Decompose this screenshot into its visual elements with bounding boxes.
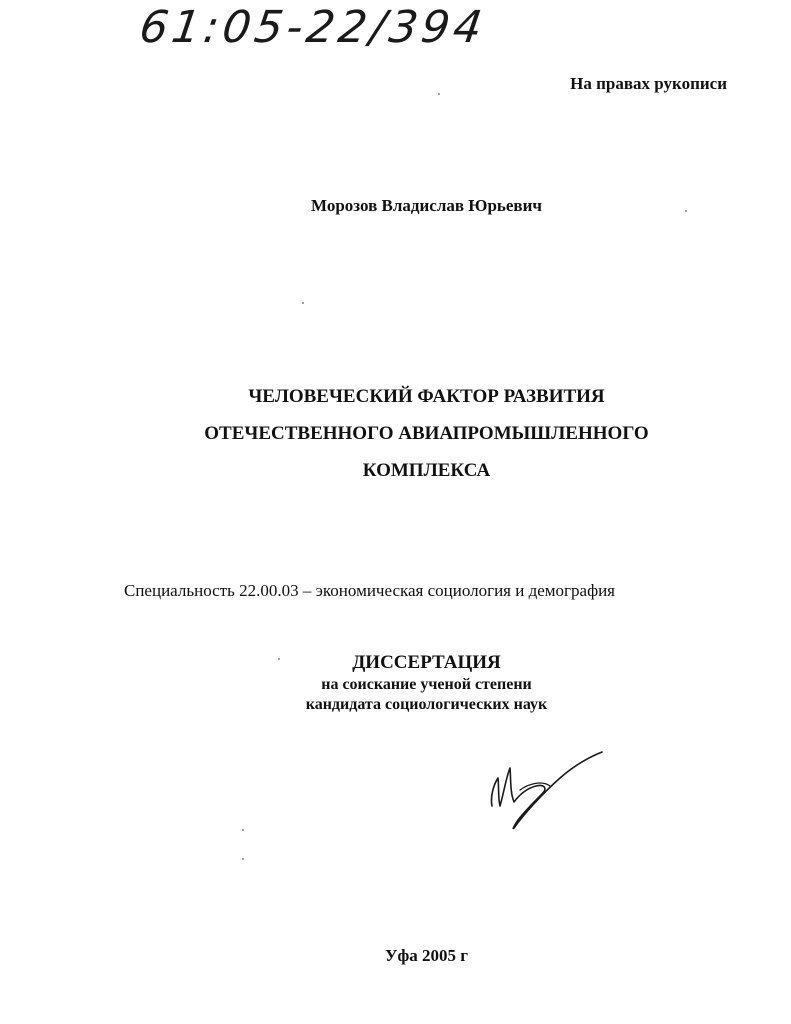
title-line-2: ОТЕЧЕСТВЕННОГО АВИАПРОМЫШЛЕННОГО (204, 423, 649, 444)
dissertation-title (0, 378, 791, 489)
rights-note: На правах рукописи (570, 74, 727, 93)
scan-speck (242, 829, 244, 831)
degree-line-1: на соискание ученой степени (321, 676, 532, 693)
dissertation-block (0, 651, 791, 715)
title-line-1: ЧЕЛОВЕЧЕСКИЙ ФАКТОР РАЗВИТИЯ (248, 386, 605, 407)
scan-speck (438, 93, 440, 95)
author-name: Морозов Владислав Юрьевич (311, 196, 542, 215)
scan-speck (302, 302, 304, 304)
dissertation-heading: ДИССЕРТАЦИЯ (352, 652, 501, 673)
place-year: Уфа 2005 г (385, 946, 468, 965)
author-signature (484, 748, 609, 833)
archive-number-handwritten: 61:05-22/394 (136, 2, 490, 53)
scan-speck (278, 658, 280, 660)
title-line-3: КОМПЛЕКСА (362, 460, 491, 481)
scan-speck (242, 858, 244, 860)
degree-line-2: кандидата социологических наук (305, 696, 548, 713)
specialty-line: Специальность 22.00.03 – экономическая социология и демография (124, 581, 615, 600)
scan-speck (685, 210, 687, 212)
